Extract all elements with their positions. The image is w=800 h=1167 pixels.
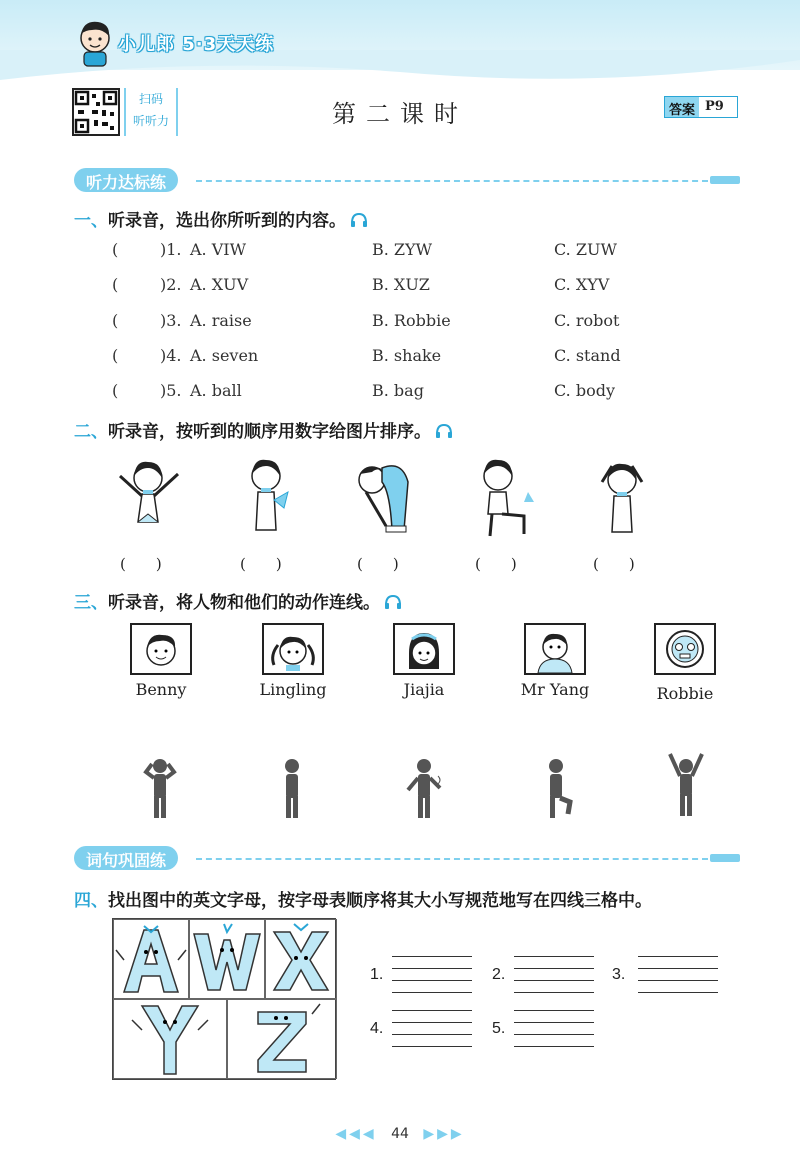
page-number: 44 — [391, 1126, 409, 1142]
question-number: 三、 — [74, 593, 108, 613]
order-blank[interactable]: ( ) — [475, 555, 517, 573]
headphones-icon[interactable] — [350, 212, 368, 228]
figure-shake-icon[interactable] — [404, 756, 444, 820]
answer-paren[interactable]: ( — [112, 346, 119, 365]
option-b: B. bag — [372, 381, 424, 400]
brand-title: 小儿郎 5·3天天练 — [118, 34, 275, 55]
girl-action-image — [462, 452, 542, 542]
scan-label: 扫码 — [138, 92, 163, 106]
girl-action-image — [346, 452, 426, 542]
item-number: )5. — [160, 381, 182, 400]
list-item — [0, 240, 800, 266]
option-a: A. seven — [190, 346, 259, 365]
list-item — [0, 311, 800, 337]
name-robbie: Robbie — [656, 684, 714, 703]
letter-cell-x — [265, 919, 337, 999]
option-b: B. shake — [372, 346, 442, 365]
order-blank[interactable]: ( ) — [120, 555, 162, 573]
name-lingling: Lingling — [259, 680, 327, 699]
question-2-heading — [74, 417, 453, 442]
option-b: B. XUZ — [372, 275, 430, 294]
item-number: )4. — [160, 346, 182, 365]
slot-number: 3. — [612, 966, 626, 983]
figure-raise-arms-icon[interactable] — [666, 752, 706, 816]
figure-raise-leg-icon[interactable] — [536, 756, 576, 820]
portrait-robbie[interactable] — [654, 623, 716, 675]
question-1-heading — [74, 206, 368, 231]
question-text: 听录音，将人物和他们的动作连线。 — [108, 593, 380, 613]
portrait-benny[interactable] — [130, 623, 192, 675]
name-jiajia: Jiajia — [403, 680, 445, 699]
question-number: 二、 — [74, 422, 108, 442]
mascot-boy-icon — [72, 18, 118, 68]
option-c: C. stand — [554, 346, 621, 365]
option-b: B. Robbie — [372, 311, 451, 330]
item-number: )1. — [160, 240, 182, 259]
item-number: )3. — [160, 311, 182, 330]
name-benny: Benny — [135, 680, 187, 699]
option-c: C. body — [554, 381, 615, 400]
question-number: 四、 — [74, 891, 108, 911]
list-item — [0, 346, 800, 372]
next-arrows-icon: ▶▶▶ — [423, 1126, 465, 1142]
option-c: C. XYV — [554, 275, 610, 294]
figure-stand-icon[interactable] — [272, 756, 312, 820]
girl-action-image — [108, 452, 188, 542]
scan-listen-label — [124, 88, 178, 136]
answer-paren[interactable]: ( — [112, 381, 119, 400]
headphones-icon[interactable] — [384, 594, 402, 610]
portrait-mr-yang[interactable] — [524, 623, 586, 675]
option-c: C. robot — [554, 311, 620, 330]
page-title: 第二课时 — [332, 100, 468, 128]
portrait-lingling[interactable] — [262, 623, 324, 675]
list-item — [0, 381, 800, 407]
letters-picture — [112, 918, 336, 1080]
question-4-heading — [74, 886, 652, 911]
four-line-writing-slot[interactable] — [392, 1010, 472, 1048]
pencil-icon — [710, 176, 740, 184]
four-line-writing-slot[interactable] — [514, 956, 594, 994]
letter-cell-y — [113, 999, 227, 1079]
order-blank[interactable]: ( ) — [240, 555, 282, 573]
option-b: B. ZYW — [372, 240, 433, 259]
answer-paren[interactable]: ( — [112, 311, 119, 330]
answer-page: P9 — [705, 99, 724, 114]
slot-number: 1. — [370, 966, 384, 983]
answer-paren[interactable]: ( — [112, 240, 119, 259]
name-mr-yang: Mr Yang — [520, 680, 590, 699]
section-banner-listening: 听力达标练 — [74, 168, 178, 192]
question-number: 一、 — [74, 211, 108, 231]
qr-code-icon[interactable] — [72, 88, 120, 136]
girl-action-image — [226, 452, 306, 542]
answer-reference[interactable] — [664, 96, 738, 118]
question-3-heading — [74, 588, 402, 613]
section-divider — [196, 858, 708, 860]
question-text: 找出图中的英文字母，按字母表顺序将其大小写规范地写在四线三格中。 — [108, 891, 652, 911]
item-number: )2. — [160, 275, 182, 294]
listen-label: 听听力 — [132, 114, 169, 128]
answer-label: 答案 — [665, 97, 699, 117]
answer-paren[interactable]: ( — [112, 275, 119, 294]
option-a: A. VIW — [190, 240, 247, 259]
header-wave — [0, 50, 800, 90]
list-item — [0, 275, 800, 301]
section-divider — [196, 180, 708, 182]
prev-arrows-icon: ◀◀◀ — [335, 1126, 377, 1142]
order-blank[interactable]: ( ) — [357, 555, 399, 573]
option-a: A. ball — [190, 381, 242, 400]
slot-number: 4. — [370, 1020, 384, 1037]
slot-number: 2. — [492, 966, 506, 983]
slot-number: 5. — [492, 1020, 506, 1037]
question-text: 听录音，按听到的顺序用数字给图片排序。 — [108, 422, 431, 442]
option-a: A. raise — [190, 311, 252, 330]
figure-touch-head-icon[interactable] — [140, 756, 180, 820]
four-line-writing-slot[interactable] — [392, 956, 472, 994]
four-line-writing-slot[interactable] — [514, 1010, 594, 1048]
four-line-writing-slot[interactable] — [638, 956, 718, 994]
option-c: C. ZUW — [554, 240, 617, 259]
option-a: A. XUV — [190, 275, 249, 294]
section-banner-vocabulary: 词句巩固练 — [74, 846, 178, 870]
portrait-jiajia[interactable] — [393, 623, 455, 675]
page-number-footer — [300, 1126, 500, 1142]
girl-action-image — [582, 452, 662, 542]
letter-cell-w — [189, 919, 265, 999]
letter-cell-z — [227, 999, 337, 1079]
order-blank[interactable]: ( ) — [593, 555, 635, 573]
pencil-icon — [710, 854, 740, 862]
headphones-icon[interactable] — [435, 423, 453, 439]
letter-cell-a — [113, 919, 189, 999]
question-text: 听录音，选出你所听到的内容。 — [108, 211, 346, 231]
